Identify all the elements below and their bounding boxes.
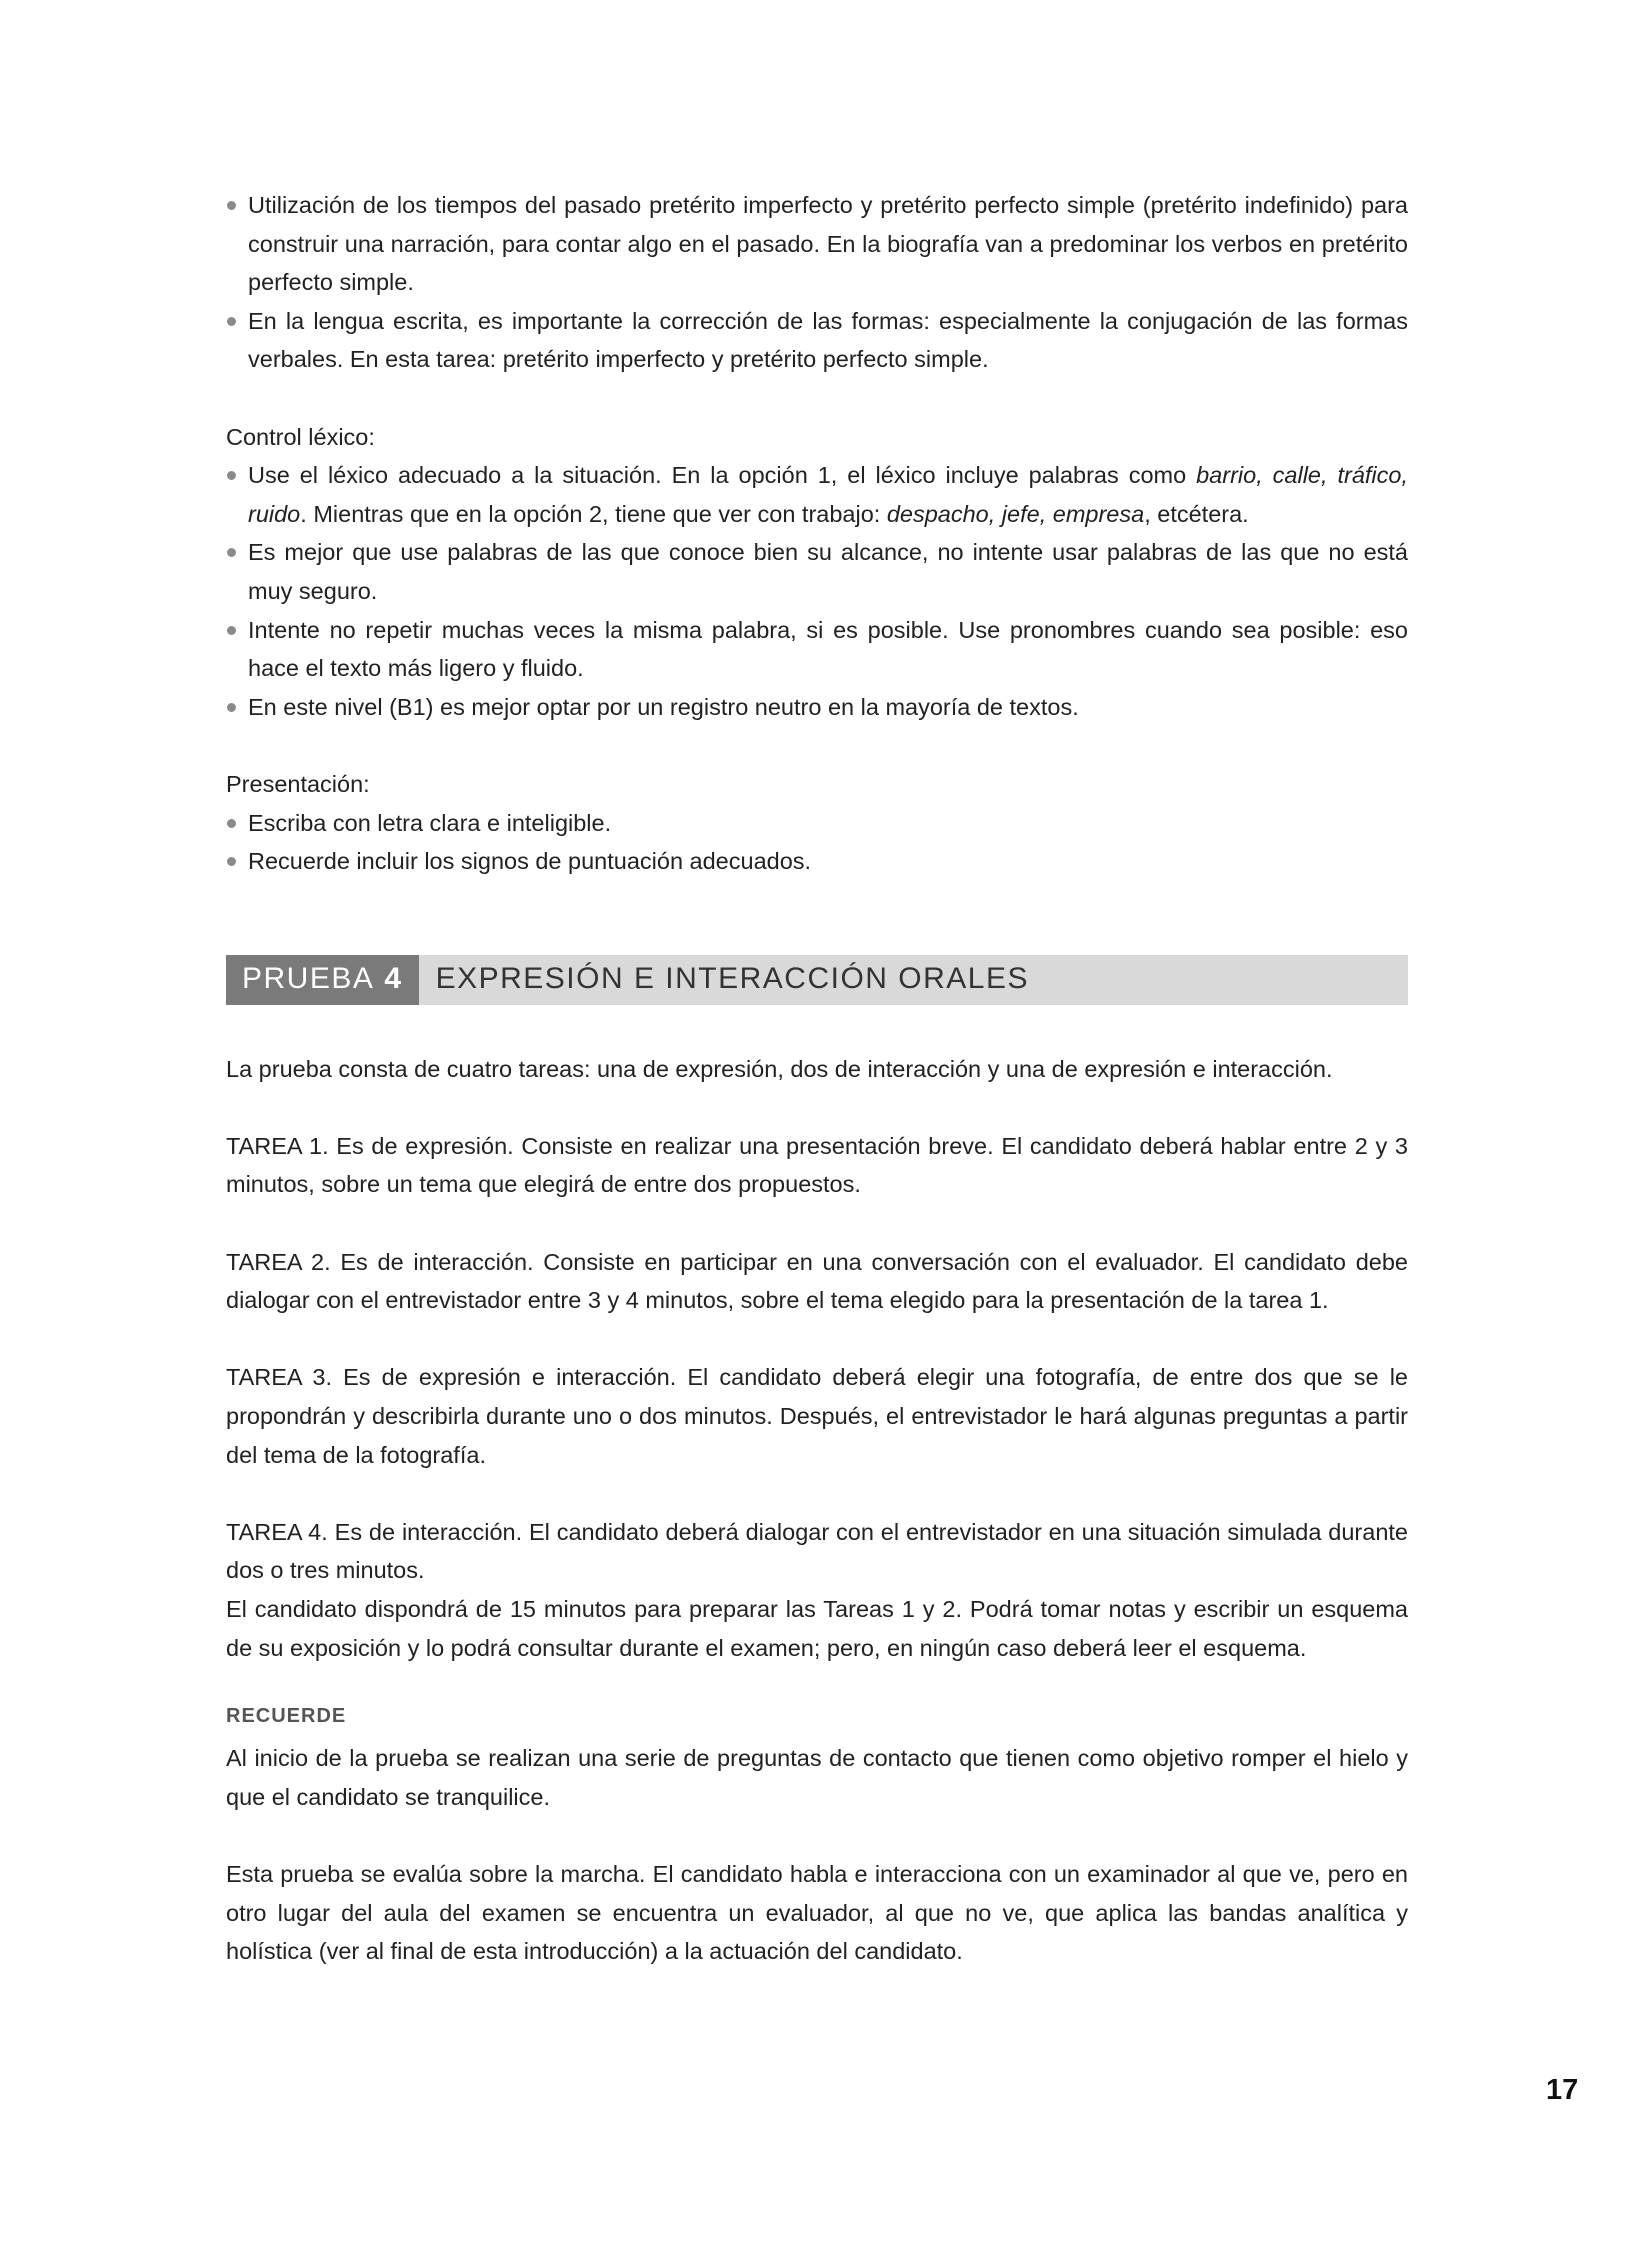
- text: Utilización de los tiempos del pasado pretérito imperfecto y pretérito perfecto simple (pretérito indefinido) para construir una narración, para contar algo en el pasado. En la biografía van a predominar los verbos en pretérito perfecto simple.: [248, 192, 1408, 296]
- bullet-item: [226, 533, 1408, 610]
- text: Intente no repetir muchas veces la misma palabra, si es posible. Use pronombres cuando sea posible: eso hace el texto más ligero y fluido.: [248, 616, 1408, 682]
- text: . Mientras que en la opción 2, tiene que ver con trabajo:: [300, 500, 887, 527]
- preparacion-paragraph: El candidato dispondrá de 15 minutos para preparar las Tareas 1 y 2. Podrá tomar notas y escribir un esquema de su exposición y lo podrá consultar durante el examen; pero, en ningún caso deberá leer el esquema.: [226, 1596, 1408, 1661]
- page-number: 17: [1546, 2074, 1579, 2106]
- grammar-bullet-list: [226, 186, 1408, 379]
- section-header-bar: [226, 955, 1408, 1005]
- section-title: EXPRESIÓN E INTERACCIÓN ORALES: [435, 962, 1030, 996]
- section-label-text: PRUEBA: [242, 962, 375, 996]
- bullet-item: [226, 456, 1408, 533]
- tarea-1-paragraph: TAREA 1. Es de expresión. Consiste en realizar una presentación breve. El candidato deberá hablar entre 2 y 3 minutos, sobre un tema que elegirá de entre dos propuestos.: [226, 1132, 1408, 1198]
- text: En este nivel (B1) es mejor optar por un registro neutro en la mayoría de textos.: [248, 693, 1079, 720]
- bullet-item: [226, 804, 1408, 843]
- recuerde-paragraph-1: Al inicio de la prueba se realizan una serie de preguntas de contacto que tienen como objetivo romper el hielo y que el candidato se tranquilice.: [226, 1745, 1408, 1810]
- presentacion-bullet-list: [226, 804, 1408, 881]
- lexico-heading: Control léxico:: [226, 423, 375, 450]
- lexico-bullet-list: [226, 456, 1408, 726]
- section-label: [226, 955, 419, 1005]
- bullet-item: [226, 842, 1408, 881]
- intro-paragraph: La prueba consta de cuatro tareas: una de expresión, dos de interacción y una de expresión e interacción.: [226, 1055, 1333, 1082]
- spacer: [226, 1320, 1408, 1359]
- text: Escriba con letra clara e inteligible.: [248, 809, 612, 836]
- italic-text: barrio, calle, tráfico, ruido: [248, 462, 1408, 527]
- bullet-item: [226, 688, 1408, 727]
- tarea-3-paragraph: TAREA 3. Es de expresión e interacción. El candidato deberá elegir una fotografía, de entre dos que se le propondrán y describirla durante uno o dos minutos. Después, el entrevistador le hará algunas preguntas a partir del tema de la fotografía.: [226, 1364, 1408, 1468]
- text: , etcétera.: [1144, 500, 1249, 527]
- text: Es mejor que use palabras de las que conoce bien su alcance, no intente usar palabras de las que no está muy seguro.: [248, 539, 1408, 604]
- tarea-2-paragraph: TAREA 2. Es de interacción. Consiste en participar en una conversación con el evaluador. El candidato debe dialogar con el entrevistador entre 3 y 4 minutos, sobre el tema elegido para la presentación de la tarea 1.: [226, 1248, 1408, 1314]
- text: Use el léxico adecuado a la situación. En la opción 1, el léxico incluye palabras como: [248, 462, 1197, 489]
- tarea-4-paragraph: TAREA 4. Es de interacción. El candidato deberá dialogar con el entrevistador en una situación simulada durante dos o tres minutos.: [226, 1518, 1408, 1584]
- italic-text: despacho, jefe, empresa: [886, 500, 1145, 527]
- spacer: [226, 379, 1408, 418]
- recuerde-paragraph-2: Esta prueba se evalúa sobre la marcha. El candidato habla e interacciona con un examinador al que ve, pero en otro lugar del aula del examen se encuentra un evaluador, al que no ve, que aplica las bandas analítica y holística (ver al final de esta introducción) a la actuación del candidato.: [226, 1860, 1408, 1965]
- spacer: [226, 1204, 1408, 1243]
- page-content: [226, 186, 1408, 1971]
- bullet-item: [226, 186, 1408, 302]
- bullet-item: [226, 302, 1408, 379]
- bullet-item: [226, 611, 1408, 688]
- text: Recuerde incluir los signos de puntuación adecuados.: [248, 848, 812, 875]
- spacer: [226, 1474, 1408, 1513]
- recuerde-heading: RECUERDE: [226, 1705, 347, 1728]
- text: En la lengua escrita, es importante la corrección de las formas: especialmente la conjugación de las formas verbales. En esta tarea: pretérito imperfecto y pretérito perfecto simple.: [248, 307, 1408, 373]
- presentacion-heading: Presentación:: [226, 770, 370, 797]
- spacer: [226, 1816, 1408, 1855]
- spacer: [226, 1088, 1408, 1127]
- spacer: [226, 726, 1408, 765]
- section-number: 4: [384, 962, 403, 996]
